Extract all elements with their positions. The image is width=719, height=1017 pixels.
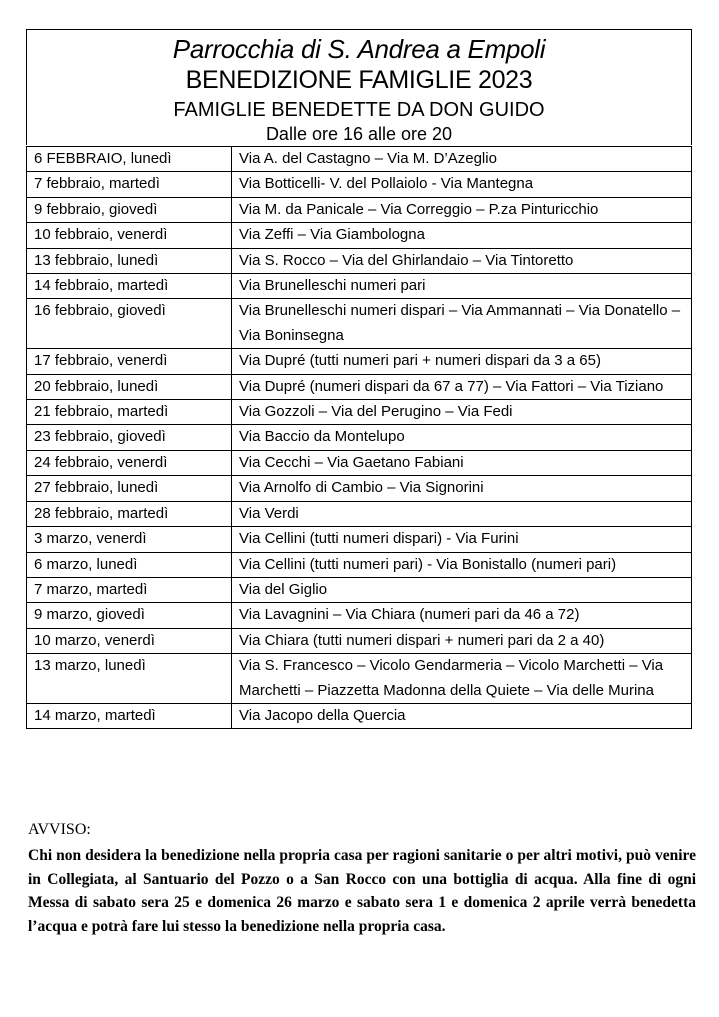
page-title: BENEDIZIONE FAMIGLIE 2023: [185, 66, 533, 94]
table-row: [27, 197, 692, 222]
table-row: [27, 374, 692, 399]
row-streets: Via Verdi: [232, 501, 692, 526]
table-row: [27, 552, 692, 577]
row-streets: Via Cellini (tutti numeri dispari) - Via Furini: [232, 527, 692, 552]
table-row: [27, 248, 692, 273]
table-row: [27, 223, 692, 248]
row-date: 10 febbraio, venerdì: [27, 223, 232, 248]
row-date: 16 febbraio, giovedì: [27, 299, 232, 349]
row-streets: Via A. del Castagno – Via M. D’Azeglio: [232, 147, 692, 172]
row-date: 14 marzo, martedì: [27, 703, 232, 728]
table-row: [27, 476, 692, 501]
row-streets: Via Baccio da Montelupo: [232, 425, 692, 450]
row-date: 7 marzo, martedì: [27, 577, 232, 602]
table-row: [27, 299, 692, 349]
parish-name: Parrocchia di S. Andrea a Empoli: [172, 34, 546, 64]
table-row: [27, 400, 692, 425]
row-date: 14 febbraio, martedì: [27, 274, 232, 299]
row-streets: Via Cecchi – Via Gaetano Fabiani: [232, 450, 692, 475]
row-date: 21 febbraio, martedì: [27, 400, 232, 425]
table-row: [27, 628, 692, 653]
row-streets: Via Dupré (numeri dispari da 67 a 77) – Via Fattori – Via Tiziano: [232, 374, 692, 399]
row-date: 28 febbraio, martedì: [27, 501, 232, 526]
table-row: [27, 147, 692, 172]
row-date: 13 marzo, lunedì: [27, 654, 232, 704]
row-date: 9 marzo, giovedì: [27, 603, 232, 628]
row-streets: Via Jacopo della Quercia: [232, 703, 692, 728]
row-date: 3 marzo, venerdì: [27, 527, 232, 552]
row-date: 20 febbraio, lunedì: [27, 374, 232, 399]
row-date: 13 febbraio, lunedì: [27, 248, 232, 273]
page-subtitle: FAMIGLIE BENEDETTE DA DON GUIDO: [173, 99, 545, 121]
row-streets: Via Dupré (tutti numeri pari + numeri dispari da 3 a 65): [232, 349, 692, 374]
row-date: 6 marzo, lunedì: [27, 552, 232, 577]
table-row: [27, 527, 692, 552]
row-streets: Via Botticelli- V. del Pollaiolo - Via Mantegna: [232, 172, 692, 197]
row-date: 27 febbraio, lunedì: [27, 476, 232, 501]
table-row: [27, 703, 692, 728]
row-date: 10 marzo, venerdì: [27, 628, 232, 653]
row-date: 6 FEBBRAIO, lunedì: [27, 147, 232, 172]
table-row: [27, 577, 692, 602]
row-streets: Via Zeffi – Via Giambologna: [232, 223, 692, 248]
header: [26, 29, 692, 145]
row-streets: Via Brunelleschi numeri dispari – Via Ammannati – Via Donatello – Via Boninsegna: [232, 299, 692, 349]
row-date: 24 febbraio, venerdì: [27, 450, 232, 475]
notice-text: Chi non desidera la benedizione nella propria casa per ragioni sanitarie o per altri motivi, può venire in Collegiata, al Santuario del Pozzo o a San Rocco con una bottiglia di acqua. Alla fine di ogni Messa di sabato sera 25 e domenica 26 marzo e sabato sera 1 e domenica 2 aprile verrà benedetta l’acqua e potrà fare lui stesso la benedizione nella propria casa.: [28, 847, 696, 935]
row-streets: Via S. Francesco – Vicolo Gendarmeria – Vicolo Marchetti – Via Marchetti – Piazzetta Madonna della Quiete – Via delle Murina: [232, 654, 692, 704]
row-date: 9 febbraio, giovedì: [27, 197, 232, 222]
schedule-body: [27, 147, 692, 729]
row-streets: Via Gozzoli – Via del Perugino – Via Fedi: [232, 400, 692, 425]
table-row: [27, 349, 692, 374]
table-row: [27, 654, 692, 704]
row-date: 7 febbraio, martedì: [27, 172, 232, 197]
row-streets: Via Arnolfo di Cambio – Via Signorini: [232, 476, 692, 501]
row-streets: Via del Giglio: [232, 577, 692, 602]
schedule-sheet: [26, 29, 692, 729]
table-row: [27, 603, 692, 628]
hours-line: Dalle ore 16 alle ore 20: [265, 124, 453, 144]
table-row: [27, 501, 692, 526]
row-streets: Via Lavagnini – Via Chiara (numeri pari da 46 a 72): [232, 603, 692, 628]
notice: [28, 820, 696, 938]
row-streets: Via Brunelleschi numeri pari: [232, 274, 692, 299]
notice-label: AVVISO:: [28, 821, 91, 838]
table-row: [27, 172, 692, 197]
table-row: [27, 274, 692, 299]
row-streets: Via M. da Panicale – Via Correggio – P.za Pinturicchio: [232, 197, 692, 222]
table-row: [27, 450, 692, 475]
row-date: 17 febbraio, venerdì: [27, 349, 232, 374]
row-streets: Via S. Rocco – Via del Ghirlandaio – Via Tintoretto: [232, 248, 692, 273]
row-streets: Via Chiara (tutti numeri dispari + numeri pari da 2 a 40): [232, 628, 692, 653]
row-streets: Via Cellini (tutti numeri pari) - Via Bonistallo (numeri pari): [232, 552, 692, 577]
schedule-table: [26, 146, 692, 729]
row-date: 23 febbraio, giovedì: [27, 425, 232, 450]
table-row: [27, 425, 692, 450]
